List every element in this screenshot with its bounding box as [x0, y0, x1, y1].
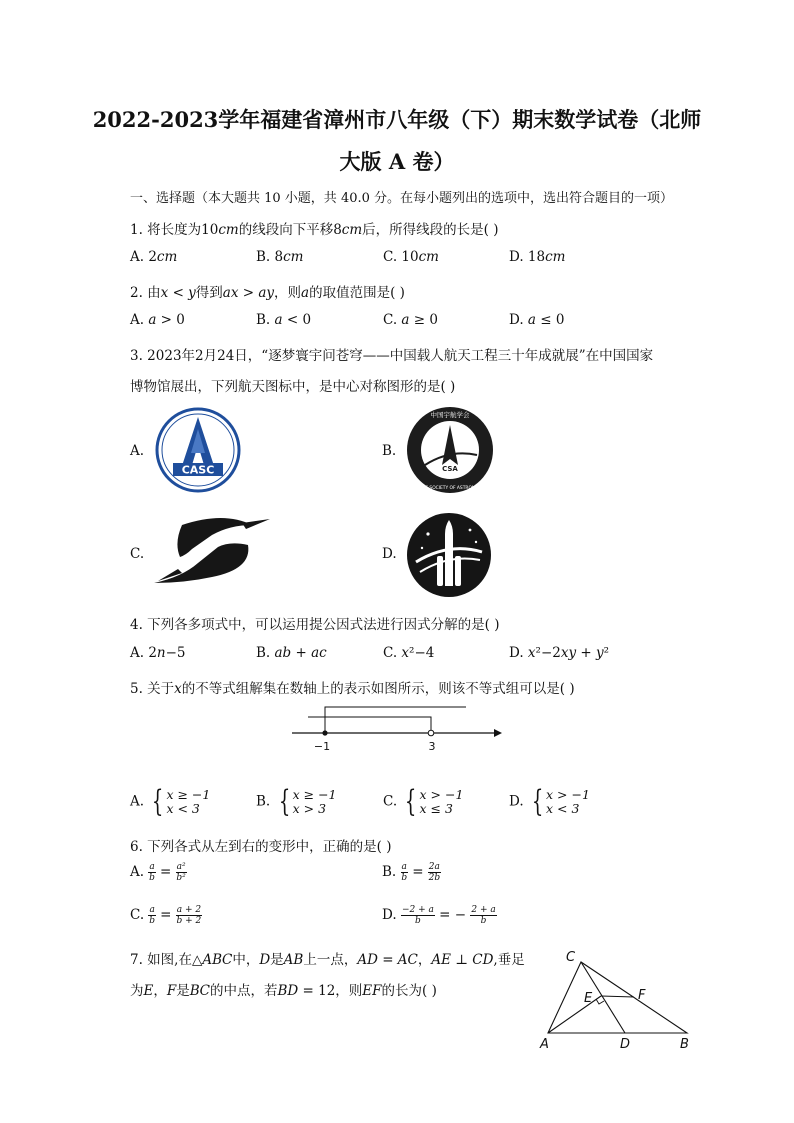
- point-d: D: [620, 1037, 631, 1052]
- q4-option-a: A. 2𝑛−5: [130, 645, 186, 661]
- point-b: B: [680, 1037, 689, 1052]
- casc-logo: [155, 407, 241, 493]
- q5-d-row1: x > −1: [546, 787, 590, 802]
- q5-option-d: D. { x > −1 x < 3: [509, 784, 590, 819]
- casc-logo-text: CASC: [181, 463, 215, 477]
- q1-option-a: A. 2𝑐𝑚: [130, 249, 178, 265]
- q2-option-c: C. 𝑎 ≥ 0: [383, 312, 438, 328]
- q4-option-b: B. 𝑎𝑏 + 𝑎𝑐: [256, 645, 327, 661]
- rocket-logo: [406, 512, 492, 598]
- csa-logo-top-text: 中国宇航学会: [430, 411, 470, 419]
- q3-label-d: D.: [382, 546, 397, 562]
- point-e: E: [584, 991, 593, 1006]
- csa-logo-center: CSA: [442, 465, 458, 473]
- q5-a-row1: x ≥ −1: [166, 787, 211, 802]
- q1-option-b: B. 8𝑐𝑚: [256, 249, 304, 265]
- q5-option-a: A. { x ≥ −1 x < 3: [130, 784, 211, 819]
- q5-a-row2: x < 3: [166, 801, 200, 816]
- q4-stem: 4. 下列各多项式中，可以运用提公因式法进行因式分解的是( ): [130, 617, 500, 633]
- q2-option-b: B. 𝑎 < 0: [256, 312, 312, 328]
- bracket-right: [308, 717, 431, 733]
- q1-stem: 1. 将长度为10𝑐𝑚的线段向下平移8𝑐𝑚后，所得线段的长是( ): [130, 222, 499, 238]
- q2-option-d: D. 𝑎 ≤ 0: [509, 312, 565, 328]
- q4-option-d: D. 𝑥²−2𝑥𝑦 + 𝑦²: [509, 645, 610, 661]
- q3-stem-line2: 博物馆展出，下列航天图标中，是中心对称图形的是( ): [130, 379, 456, 395]
- solid-point: [322, 730, 327, 735]
- q2-stem: 2. 由𝑥 < 𝑦得到𝑎𝑥 > 𝑎𝑦，则𝑎的取值范围是( ): [130, 285, 405, 301]
- q5-b-row2: x > 3: [292, 801, 327, 816]
- open-point: [428, 730, 434, 736]
- q7-stem-line2: 为𝐸，𝐹是𝐵𝐶的中点，若𝐵𝐷 = 12，则𝐸𝐹的长为( ): [130, 983, 437, 999]
- csa-logo-ring-text: CHINESE SOCIETY OF ASTRONAUTICS: [408, 486, 492, 491]
- q1-option-c: C. 10𝑐𝑚: [383, 249, 439, 265]
- tick-label-neg1: −1: [313, 740, 331, 753]
- q5-b-row1: x ≥ −1: [292, 787, 337, 802]
- page-title-line2: 大版 A 卷）: [339, 149, 455, 174]
- section-header: 一、选择题（本大题共 10 小题，共 40.0 分。在每小题列出的选项中，选出符合题目的一项）: [130, 191, 674, 206]
- q6-stem: 6. 下列各式从左到右的变形中，正确的是( ): [130, 839, 392, 855]
- swoosh-logo: [152, 515, 272, 587]
- q5-c-row1: x > −1: [419, 787, 464, 802]
- csa-logo: [405, 405, 495, 495]
- number-line-arrow: [494, 729, 502, 737]
- q3-label-c: C.: [130, 546, 145, 562]
- right-angle-mark: [596, 999, 604, 1004]
- q6-option-c: C. $\frac{a}{b}$ = $\frac{a + 2}{b + 2}$: [130, 905, 202, 926]
- q3-label-b: B.: [382, 443, 397, 459]
- q5-option-c: C. { x > −1 x ≤ 3: [383, 784, 464, 819]
- q1-option-d: D. 18𝑐𝑚: [509, 249, 566, 265]
- q5-c-row2: x ≤ 3: [419, 801, 453, 816]
- q5-d-row2: x < 3: [546, 801, 580, 816]
- bracket-left: [325, 707, 466, 733]
- q7-stem-line1: 7. 如图,在△𝐴𝐵𝐶中，𝐷是𝐴𝐵上一点，𝐴𝐷 = 𝐴𝐶，𝐴𝐸 ⊥ 𝐶𝐷,垂足: [130, 952, 525, 968]
- q4-option-c: C. 𝑥²−4: [383, 645, 435, 661]
- triangle-abc: [548, 962, 687, 1033]
- q6-option-b: B. $\frac{a}{b}$ = $\frac{2a}{2b}$: [382, 862, 441, 883]
- q2-option-a: A. 𝑎 > 0: [130, 312, 185, 328]
- q6-option-d: D. $\frac{-2 + a}{b}$ = − $\frac{2 + a}{b}$: [382, 905, 496, 926]
- point-c: C: [566, 950, 576, 965]
- tick-label-3: 3: [428, 740, 436, 753]
- page-title-line1: 2022-2023学年福建省漳州市八年级（下）期末数学试卷（北师: [92, 107, 702, 132]
- q5-option-b: B. { x ≥ −1 x > 3: [256, 784, 337, 819]
- segment-ae: [548, 996, 601, 1033]
- point-f: F: [638, 988, 646, 1003]
- point-a: A: [540, 1037, 549, 1052]
- q3-label-a: A.: [130, 443, 145, 459]
- number-line-figure: [288, 703, 508, 761]
- triangle-figure: [534, 944, 724, 1060]
- q6-option-a: A. $\frac{a}{b}$ = $\frac{\text{a²}}{\text{b²}}$: [130, 862, 186, 883]
- q5-stem: 5. 关于𝑥的不等式组解集在数轴上的表示如图所示，则该不等式组可以是( ): [130, 681, 575, 697]
- q3-stem-line1: 3. 2023年2月24日，“逐梦寰宇问苍穹——中国载人航天工程三十年成就展”在中国国家: [130, 348, 654, 364]
- segment-ef: [601, 996, 634, 997]
